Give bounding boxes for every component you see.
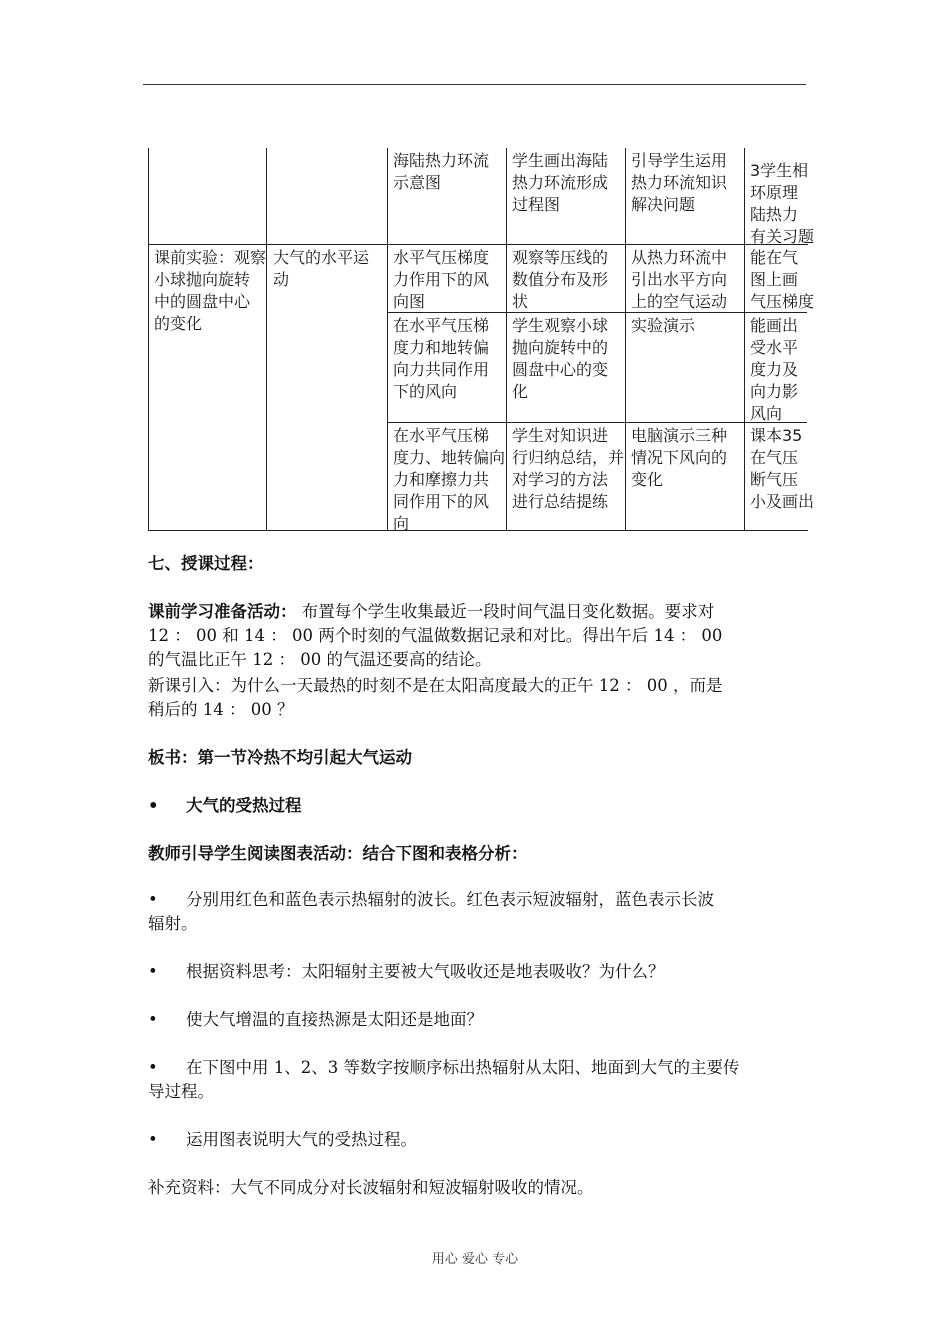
list-item [148, 1008, 808, 1032]
table-cell: 能在气 图上画 气压梯度 [750, 248, 815, 311]
table-cell: 能画出 受水平 度力及 向力影 风向 [750, 316, 799, 423]
table-cell: 学生画出海陆 热力环流形成 过程图 [512, 151, 609, 214]
table-border-left [148, 148, 149, 531]
table-cell: 学生观察小球 抛向旋转中的 圆盘中心的变 化 [512, 316, 609, 401]
table-cell: 电脑演示三种 情况下风向的 变化 [631, 426, 728, 489]
section-title: 七、授课过程： [148, 554, 264, 573]
bullet-icon: • [148, 890, 158, 909]
table-cell: 引导学生运用 热力环流知识 解决问题 [631, 151, 728, 214]
list-item [148, 960, 808, 984]
prep-line-2: 12 ： 00 和 14 ： 00 两个时刻的气温做数据记录和对比。得出午后 14 ： 00 [148, 626, 723, 645]
list-item-text: 在下图中用 1、2、3 等数字按顺序标出热辐射从太阳、地面到大气的主要传 [186, 1058, 740, 1077]
table-cell: 3学生相 环原理 陆热力 有关习题 [750, 161, 815, 246]
list-item [148, 888, 808, 912]
table-cell: 大气的水平运 动 [273, 248, 370, 289]
list-item-cont: 辐射。 [148, 914, 198, 933]
supplement-text: 补充资料：大气不同成分对长波辐射和短波辐射吸收的情况。 [148, 1178, 594, 1197]
table-cell: 在水平气压梯 度力、地转偏向 力和摩擦力共 同作用下的风 向 [393, 426, 506, 533]
prep-line-3: 的气温比正午 12 ： 00 的气温还要高的结论。 [148, 650, 492, 669]
table-cell: 课前实验：观察 小球抛向旋转 中的圆盘中心 的变化 [154, 248, 267, 333]
list-item-text: 运用图表说明大气的受热过程。 [186, 1130, 417, 1149]
list-item-cont: 导过程。 [148, 1082, 214, 1101]
table-cell: 课本35 在气压 断气压 小及画出 [750, 426, 815, 511]
list-item-text: 分别用红色和蓝色表示热辐射的波长。红色表示短波辐射，蓝色表示长波 [186, 890, 714, 909]
bullet-icon: • [148, 1010, 158, 1029]
table-cell: 海陆热力环流 示意图 [393, 151, 490, 192]
heading-bullet [148, 794, 808, 818]
prep-label: 课前学习准备活动： [148, 602, 297, 621]
table-cell: 从热力环流中 引出水平方向 上的空气运动 [631, 248, 728, 311]
table-cell: 学生对知识进 行归纳总结，并 对学习的方法 进行总结提练 [512, 426, 625, 511]
intro-line-1: 新课引入：为什么一天最热的时刻不是在太阳高度最大的正午 12 ： 00 ，而是 [148, 676, 723, 695]
prep-text: 布置每个学生收集最近一段时间气温日变化数据。要求对 [296, 602, 715, 621]
table-cell: 实验演示 [631, 316, 696, 335]
table-cell: 观察等压线的 数值分布及形 状 [512, 248, 609, 311]
bullet-icon: • [148, 962, 158, 981]
bullet-icon: • [148, 1058, 158, 1077]
guide-text: 教师引导学生阅读图表活动：结合下图和表格分析： [148, 844, 528, 863]
table-cell: 水平气压梯度 力作用下的风 向图 [393, 248, 490, 311]
list-item-text: 根据资料思考：太阳辐射主要被大气吸收还是地表吸收？为什么？ [186, 962, 665, 981]
bullet-icon: • [148, 1130, 158, 1149]
bullet-icon: • [148, 796, 159, 815]
page-footer: 用心 爱心 专心 [431, 1252, 519, 1267]
list-item [148, 1056, 808, 1080]
header-rule [143, 84, 806, 85]
list-item [148, 1128, 808, 1152]
lesson-table [146, 148, 815, 533]
list-item-text: 使大气增温的直接热源是太阳还是地面？ [186, 1010, 483, 1029]
intro-line-2: 稍后的 14 ： 00 ？ [148, 700, 294, 719]
table-col-line [266, 148, 267, 531]
heading-bullet-text: 大气的受热过程 [186, 796, 302, 815]
board-title: 板书：第一节冷热不均引起大气运动 [148, 748, 412, 767]
prep-paragraph [148, 600, 808, 624]
table-cell: 在水平气压梯 度力和地转偏 向力共同作用 下的风向 [393, 316, 490, 401]
